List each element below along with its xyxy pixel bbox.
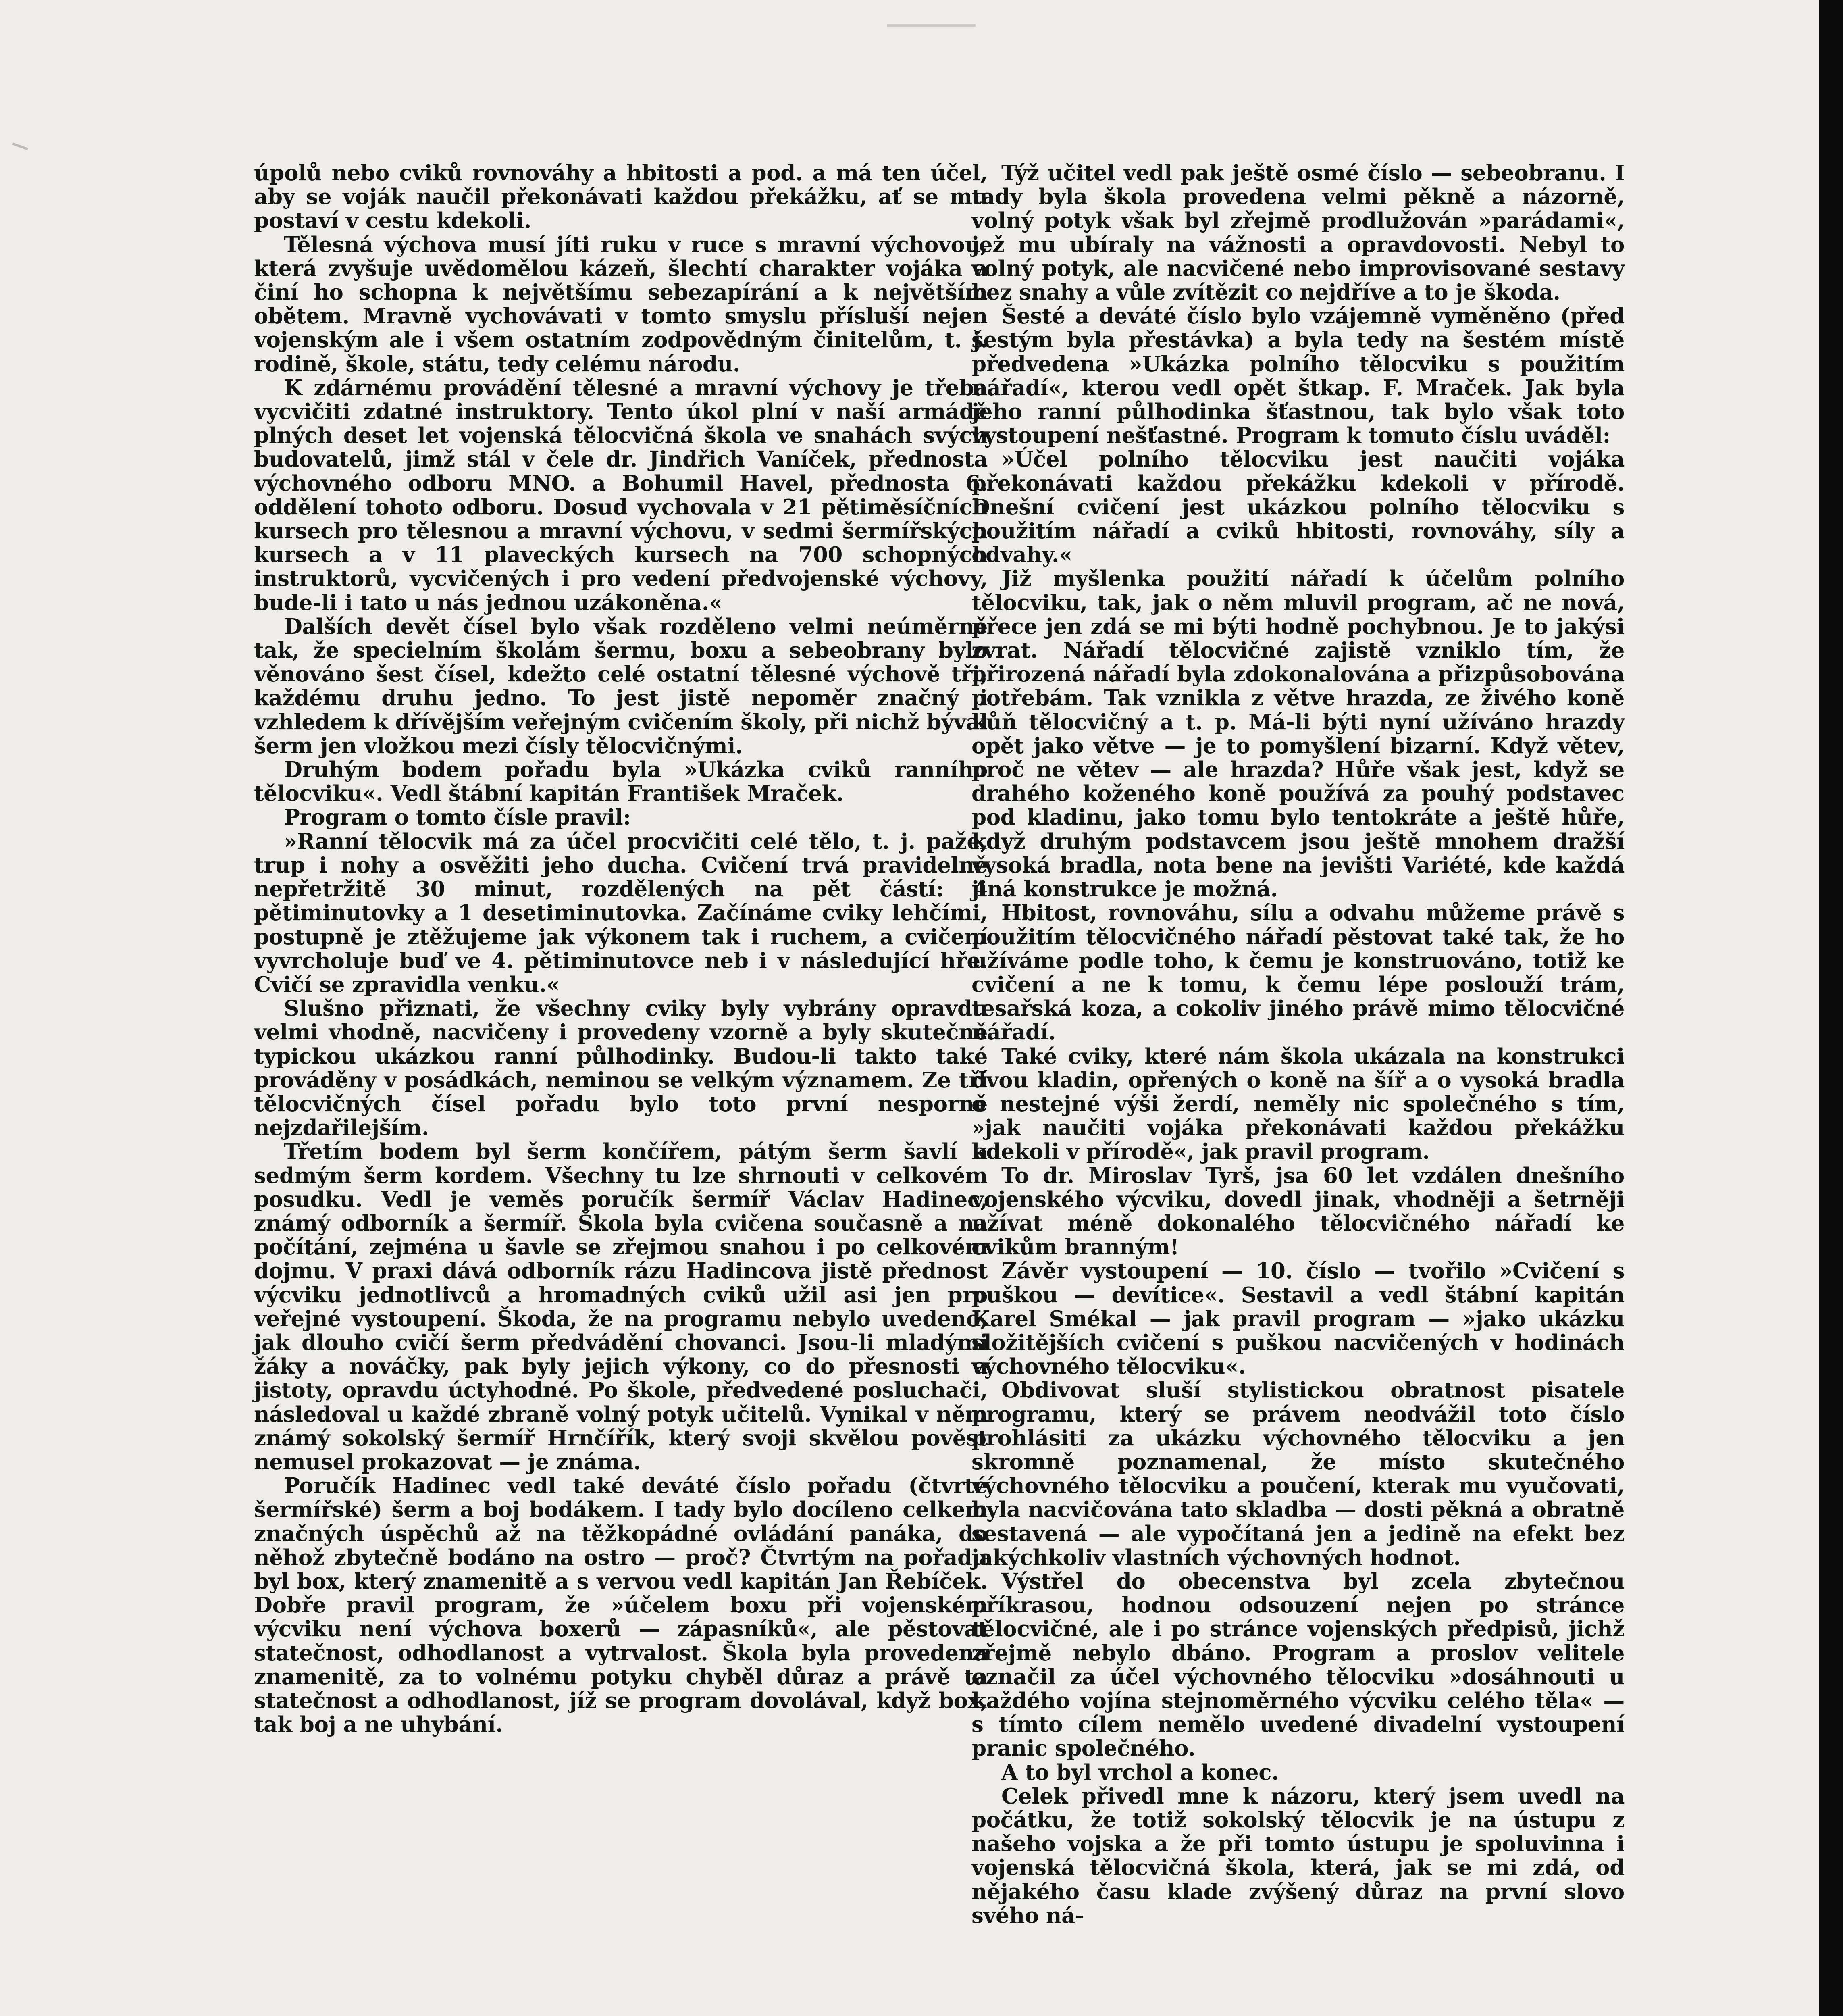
paragraph: »Účel polního tělocviku jest naučiti vojáka překonávati každou překážku kdekoli v přírodě. Dnešní cvičení jest ukázkou polního tělocviku s použitím nářadí a cviků hbitosti, rovnováhy, síly a odvahy.«	[971, 447, 1625, 568]
paragraph: »Ranní tělocvik má za účel procvičiti celé tělo, t. j. paže, trup i nohy a osvěžiti jeho ducha. Cvičení trvá pravidelně nepřetržitě 30 minut, rozdělených na pět částí: 4 pětiminutovky a 1 desetiminutovka. Začínáme cviky lehčími, postupně je ztěžujeme jak výkonem tak i ruchem, a cvičení vyvrcholuje buď ve 4. pětiminutovce neb i v následující hře. Cvičí se zpravidla venku.«	[254, 829, 988, 997]
paragraph: A to byl vrchol a konec.	[1001, 1760, 1279, 1785]
scan-mark	[12, 142, 28, 150]
paragraph: Třetím bodem byl šerm končířem, pátým šerm šavlí a sedmým šerm kordem. Všechny tu lze shrnouti v celkovém posudku. Vedl je veměs poručík šermíř Václav Hadinec, známý odborník a šermíř. Škola byla cvičena současně a na počítání, zejména u šavle se zřejmou snahou i po celkovém dojmu. V praxi dává odborník rázu Hadincova jistě přednost výcviku jednotlivců a hromadných cviků užil asi jen pro veřejné vystoupení. Škoda, že na programu nebylo uvedeno, jak dlouho cvičí šerm předvádění chovanci. Jsou-li mladými žáky a nováčky, pak byly jejich výkony, co do přesnosti a jistoty, opravdu úctyhodné. Po škole, předvedené posluchači, následoval u každé zbraně volný potyk učitelů. Vynikal v něm známý sokolský šermíř Hrnčířík, který svoji skvělou pověst nemusel prokazovat — je známa.	[254, 1139, 988, 1475]
paragraph: Slušno přiznati, že všechny cviky byly vybrány opravdu velmi vhodně, nacvičeny i provedeny vzorně a byly skutečně typickou ukázkou ranní půlhodinky. Budou-li takto také prováděny v posádkách, neminou se velkým významem. Ze tří tělocvičných čísel pořadu bylo toto první nesporně nejzdařilejším.	[254, 996, 988, 1141]
paragraph: Obdivovat sluší stylistickou obratnost pisatele programu, který se právem neodvážil toto číslo prohlásiti za ukázku výchovného tělocviku a jen skromně poznamenal, že místo skutečného výchovného tělocviku a poučení, kterak mu vyučovati, byla nacvičována tato skladba — dosti pěkná a obratně sestavená — ale vypočítaná jen a jedině na efekt bez jakýchkoliv vlastních výchovných hodnot.	[971, 1378, 1625, 1570]
paragraph: úpolů nebo cviků rovnováhy a hbitosti a pod. a má ten účel, aby se voják naučil překonávati každou překážku, ať se mu postaví v cestu kdekoli.	[254, 160, 988, 233]
scan-mark	[887, 24, 976, 27]
paragraph: Šesté a deváté číslo bylo vzájemně vyměněno (před šestým byla přestávka) a byla tedy na šestém místě předvedena »Ukázka polního tělocviku s použitím nářadí«, kterou vedl opět štkap. F. Mraček. Jak byla jeho ranní půlhodinka šťastnou, tak bylo však toto vystoupení nešťastné. Program k tomuto číslu uváděl:	[971, 304, 1625, 448]
left-column	[254, 161, 988, 1737]
paragraph: K zdárnému provádění tělesné a mravní výchovy je třeba vycvičiti zdatné instruktory. Tento úkol plní v naší armádě plných deset let vojenská tělocvičná škola ve snahách svých budovatelů, jimž stál v čele dr. Jindřich Vaníček, přednosta výchovného odboru MNO. a Bohumil Havel, přednosta 6. oddělení tohoto odboru. Dosud vychovala v 21 pětiměsíčních kursech pro tělesnou a mravní výchovu, v sedmi šermířských kursech a v 11 plaveckých kursech na 700 schopných instruktorů, vycvičených i pro vedení předvojenské výchovy, bude-li i tato u nás jednou uzákoněna.«	[254, 375, 988, 615]
scan-border-right	[1819, 0, 1843, 2016]
paragraph: Poručík Hadinec vedl také deváté číslo pořadu (čtvrté šermířské) šerm a boj bodákem. I tady bylo docíleno celkem značných úspěchů až na těžkopádné ovládání panáka, do něhož zbytečně bodáno na ostro — proč? Čtvrtým na pořadu byl box, který znamenitě a s vervou vedl kapitán Jan Řebíček. Dobře pravil program, že »účelem boxu při vojenském výcviku není výchova boxerů — zápasníků«, ale pěstovat statečnost, odhodlanost a vytrvalost. Škola byla provedena znamenitě, za to volnému potyku chyběl důraz a právě ta statečnost a odhodlanost, jíž se program dovolával, když box, tak boj a ne uhybání.	[254, 1473, 988, 1737]
paragraph: Závěr vystoupení — 10. číslo — tvořilo »Cvičení s puškou — devítice«. Sestavil a vedl štábní kapitán Karel Smékal — jak pravil program — »jako ukázku složitějších cvičení s puškou nacvičených v hodinách výchovného tělocviku«.	[971, 1258, 1625, 1379]
paragraph: Tělesná výchova musí jíti ruku v ruce s mravní výchovou, která zvyšuje uvědomělou kázeň, šlechtí charakter vojáka a činí ho schopna k největšímu sebezapírání a k největším obětem. Mravně vychovávati v tomto smyslu přísluší nejen vojenským ale i všem ostatním zodpovědným činitelům, t. j. rodině, škole, státu, tedy celému národu.	[254, 232, 988, 377]
paragraph: Také cviky, které nám škola ukázala na konstrukci dvou kladin, opřených o koně na šíř a o vysoká bradla o nestejné výši žerdí, neměly nic společného s tím, »jak naučiti vojáka překonávati každou překážku kdekoli v přírodě«, jak pravil program.	[971, 1043, 1625, 1164]
paragraph: Hbitost, rovnováhu, sílu a odvahu můžeme právě s použitím tělocvičného nářadí pěstovat také tak, že ho užíváme podle toho, k čemu je konstruováno, totiž ke cvičení a ne k tomu, k čemu lépe poslouží trám, tesařská koza, a cokoliv jiného právě mimo tělocvičné nářadí.	[971, 900, 1625, 1045]
paragraph: Program o tomto čísle pravil:	[284, 805, 631, 830]
paragraph: Druhým bodem pořadu byla »Ukázka cviků ranního tělocviku«. Vedl štábní kapitán František Mraček.	[254, 757, 988, 806]
paragraph: Již myšlenka použití nářadí k účelům polního tělocviku, tak, jak o něm mluvil program, ač ne nová, přece jen zdá se mi býti hodně pochybnou. Je to jakýsi zvrat. Nářadí tělocvičné zajistě vzniklo tím, že přirozená nářadí byla zdokonalována a přizpůsobována potřebám. Tak vznikla z větve hrazda, ze živého koně kůň tělocvičný a t. p. Má-li býti nyní užíváno hrazdy opět jako větve — je to pomyšlení bizarní. Když větev, proč ne větev — ale hrazda? Hůře však jest, když se drahého koženého koně používá za pouhý podstavec pod kladinu, jako tomu bylo tentokráte a ještě hůře, když druhým podstavcem jsou ještě mnohem dražší vysoká bradla, nota bene na jevišti Variété, kde každá jiná konstrukce je možná.	[971, 566, 1625, 902]
paragraph: Výstřel do obecenstva byl zcela zbytečnou příkrasou, hodnou odsouzení nejen po stránce tělocvičné, ale i po stránce vojenských předpisů, jichž zřejmě nebylo dbáno. Program a proslov velitele označil za účel výchovného tělocviku »dosáhnouti u každého vojína stejnoměrného výcviku celého těla« — s tímto cílem nemělo uvedené divadelní vystoupení pranic společného.	[971, 1568, 1625, 1761]
paragraph: Dalších devět čísel bylo však rozděleno velmi neúměrně tak, že specielním školám šermu, boxu a sebeobrany bylo věnováno šest čísel, kdežto celé ostatní tělesné výchově tři, každému druhu jedno. To jest jistě nepoměr značný i vzhledem k dřívějším veřejným cvičením školy, při nichž býval šerm jen vložkou mezi čísly tělocvičnými.	[254, 614, 988, 758]
right-column	[971, 161, 1625, 1928]
paragraph: Celek přivedl mne k názoru, který jsem uvedl na počátku, že totiž sokolský tělocvik je na ústupu z našeho vojska a že při tomto ústupu je spoluvinna i vojenská tělocvičná škola, která, jak se mi zdá, od nějakého času klade zvýšený důraz na první slovo svého ná-	[971, 1783, 1625, 1928]
paragraph: To dr. Miroslav Tyrš, jsa 60 let vzdálen dnešního vojenského výcviku, dovedl jinak, vhodněji a šetrněji užívat méně dokonalého tělocvičného nářadí ke cvikům branným!	[971, 1163, 1625, 1260]
paragraph: Týž učitel vedl pak ještě osmé číslo — sebeobranu. I tady byla škola provedena velmi pěkně a názorně, volný potyk však byl zřejmě prodlužován »parádami«, jež mu ubíraly na vážnosti a opravdovosti. Nebyl to volný potyk, ale nacvičené nebo improvisované sestavy bez snahy a vůle zvítězit co nejdříve a to je škoda.	[971, 160, 1625, 305]
